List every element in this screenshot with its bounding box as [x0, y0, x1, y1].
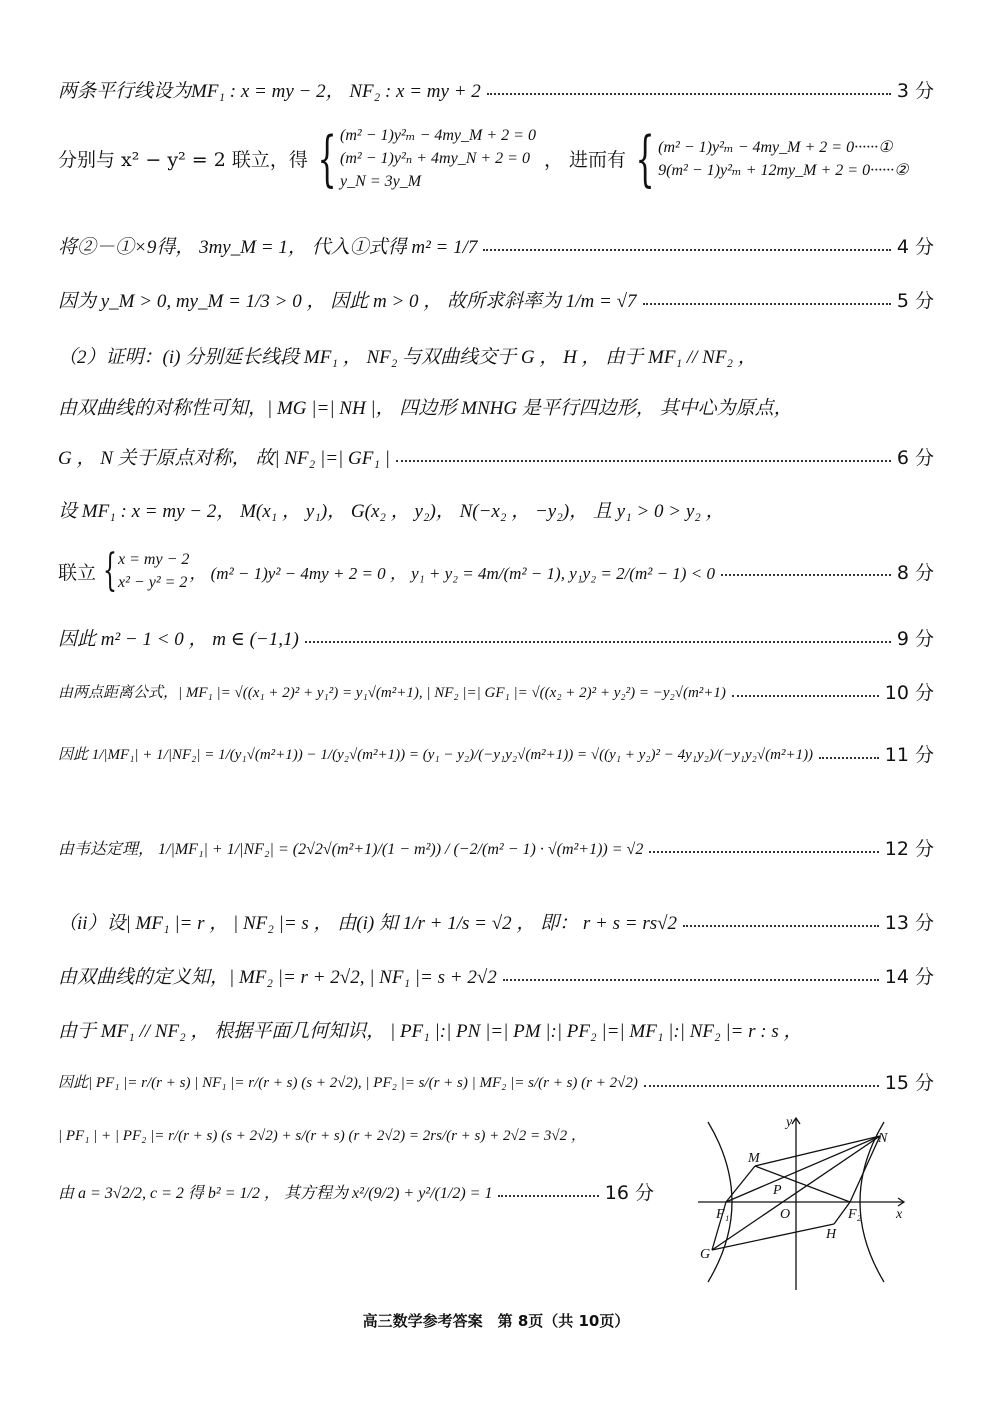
leader-dots: [483, 249, 890, 251]
line-text: 由双曲线的定义知，| MF₂ |= r + 2√2, | NF₁ |= s + 2√2: [58, 967, 497, 988]
line-text: 由 a = 3√2/2, c = 2 得 b² = 1/2 ， 其方程为 x²/(9/2) + y²/(1/2) = 1: [58, 1185, 493, 1202]
leader-dots: [721, 574, 891, 576]
line-text: 由两点距离公式，| MF₁ |= √((x₁ + 2)² + y₁²) = y₁√(m²+1), | NF₂ |=| GF₁ |= √((x₂ + 2)² + y₂²) = −y₂√(m²+1): [58, 685, 726, 701]
line-text: 由于 MF₁ // NF₂ ， 根据平面几何知识， | PF₁ |:| PN |=| PM |:| PF₂ |=| MF₁ |:| NF₂ |= r : s ，: [58, 1021, 803, 1042]
line-text: 两条平行线设为MF₁ : x = my − 2， NF₂ : x = my + 2: [58, 81, 481, 102]
score-label: 9 分: [896, 628, 934, 650]
score-label: 8 分: [896, 561, 934, 584]
score-label: 13 分: [884, 912, 934, 934]
label-x: x: [896, 1207, 903, 1222]
line-text: 将②－①×9得， 3my_M = 1， 代入①式得 m² = 1/7: [58, 237, 478, 258]
brace-icon: {: [317, 123, 337, 194]
label-y: y: [786, 1115, 793, 1130]
answer-line-18: [58, 1124, 632, 1145]
line-text: G ， N 关于原点对称， 故| NF₂ |=| GF₁ |: [58, 448, 390, 469]
line-F1N: [726, 1136, 880, 1202]
answer-line-6: [58, 393, 934, 420]
answer-line-11: [58, 678, 934, 705]
leader-dots: [643, 303, 891, 305]
line-text: 因此 m² − 1 < 0 ， m ∈ (−1,1): [58, 629, 299, 650]
leader-dots: [396, 460, 891, 462]
line-text: 由双曲线的对称性可知，| MG |=| NH |， 四边形 MNHG 是平行四边形， 其中心为原点，: [58, 398, 793, 419]
leader-dots: [503, 979, 879, 981]
equation-system-2: [658, 136, 908, 182]
score-label: 3 分: [896, 80, 934, 102]
line-text: （ii）设| MF₁ |= r ， | NF₂ |= s ， 由(i) 知 1/r + 1/s = √2 ， 即： r + s = rs√2: [58, 913, 678, 934]
leader-dots: [683, 925, 879, 927]
line-text: 因为 y_M > 0, my_M = 1/3 > 0 ， 因此 m > 0 ， 故所求斜率为 1/m = √7: [58, 291, 637, 312]
system-row: x = my − 2: [118, 551, 190, 568]
answer-line-15: [58, 962, 934, 989]
score-label: 4 分: [896, 236, 934, 258]
page-footer: 高三数学参考答案 第 8页（共 10页）: [362, 1312, 630, 1330]
equation-system: [118, 548, 189, 594]
answer-line-8: [58, 496, 934, 523]
answer-line-14: [58, 908, 934, 935]
brace-icon: {: [103, 545, 118, 597]
score-label: 10 分: [884, 682, 934, 704]
system-row: x² − y² = 2: [118, 574, 188, 592]
line-MN: [755, 1136, 880, 1166]
score-label: 6 分: [896, 447, 934, 469]
label-M: M: [748, 1151, 760, 1166]
line-text: 由韦达定理， 1/|MF₁| + 1/|NF₂| = (2√2√(m²+1)/(1 − m²)) / (−2/(m² − 1) · √(m²+1)) = √2: [58, 841, 644, 858]
leader-dots: [819, 757, 879, 759]
hyperbola-diagram: [698, 1112, 912, 1292]
score-label: 12 分: [884, 838, 934, 860]
system-row: 9(m² − 1)y²ₘ + 12my_M + 2 = 0······②: [658, 161, 909, 179]
answer-line-1: [58, 76, 934, 103]
answer-line-13: [58, 834, 934, 861]
leader-dots: [732, 695, 879, 697]
answer-line-17: [58, 1068, 934, 1095]
line-lead: 联立: [58, 561, 97, 584]
answer-line-7: [58, 443, 934, 470]
answer-line-2: [58, 124, 934, 194]
line-mid: ， 进而有: [543, 149, 626, 172]
system-row: (m² − 1)y²ₙ + 4my_N + 2 = 0: [340, 150, 530, 168]
leader-dots: [644, 1085, 879, 1087]
label-N: N: [878, 1131, 888, 1146]
line-text: 设 MF₁ : x = my − 2， M(x₁ ， y₁)， G(x₂ ， y₂)， N(−x₂ ， −y₂)， 且 y₁ > 0 > y₂ ，: [58, 501, 725, 522]
line-text: 因此 1/|MF₁| + 1/|NF₂| = 1/(y₁√(m²+1)) − 1/(y₂√(m²+1)) = (y₁ − y₂)/(−y₁y₂√(m²+1)) = √((y₁ + y₂)² − 4y₁y₂)/(−y₁y₂√(m²+1)): [58, 747, 814, 763]
label-F1: F₁: [716, 1207, 730, 1222]
equation-system-1: [340, 124, 536, 194]
score-label: 14 分: [884, 966, 934, 988]
label-O: O: [780, 1207, 791, 1222]
system-row: (m² − 1)y²ₘ − 4my_M + 2 = 0: [340, 127, 536, 144]
score-label: 5 分: [896, 290, 934, 312]
answer-line-4: [58, 286, 934, 313]
brace-icon: {: [635, 123, 655, 194]
label-P: P: [773, 1183, 782, 1198]
line-text: | PF₁ | + | PF₂ |= r/(r + s) (s + 2√2) + s/(r + s) (r + 2√2) = 2rs/(r + s) + 2√2 = 3√2 ，: [58, 1128, 586, 1144]
leader-dots: [649, 851, 878, 853]
answer-line-10: [58, 624, 934, 651]
leader-dots: [305, 641, 891, 643]
leader-dots: [487, 93, 891, 95]
answer-line-5: [58, 342, 934, 369]
score-label: 15 分: [884, 1072, 934, 1094]
answer-line-19: [58, 1178, 654, 1205]
line-lead: 分别与 x² − y² = 2 联立，得: [58, 149, 308, 172]
line-text: （2）证明：(i) 分别延长线段 MF₁ ， NF₂ 与双曲线交于 G ， H ， 由于 MF₁ // NF₂ ，: [58, 347, 757, 368]
line-text: 因此| PF₁ |= r/(r + s) | NF₁ |= r/(r + s) (s + 2√2), | PF₂ |= s/(r + s) | MF₂ |= s/(r + s) (r + 2√2): [58, 1075, 638, 1091]
score-label: 11 分: [884, 744, 934, 766]
score-label: 16 分: [604, 1182, 654, 1204]
system-row: (m² − 1)y²ₘ − 4my_M + 2 = 0······①: [658, 138, 893, 156]
label-G: G: [700, 1247, 711, 1262]
line-text: ， (m² − 1)y² − 4my + 2 = 0 ， y₁ + y₂ = 4m/(m² − 1), y₁y₂ = 2/(m² − 1) < 0: [189, 563, 715, 583]
leader-dots: [498, 1195, 598, 1197]
system-row: y_N = 3y_M: [340, 173, 422, 191]
label-F2: F₂: [848, 1207, 862, 1222]
answer-line-16: [58, 1016, 934, 1043]
answer-line-3: [58, 232, 934, 259]
answer-line-9: [58, 545, 934, 597]
answer-line-12: [58, 740, 934, 767]
label-H: H: [826, 1227, 837, 1242]
